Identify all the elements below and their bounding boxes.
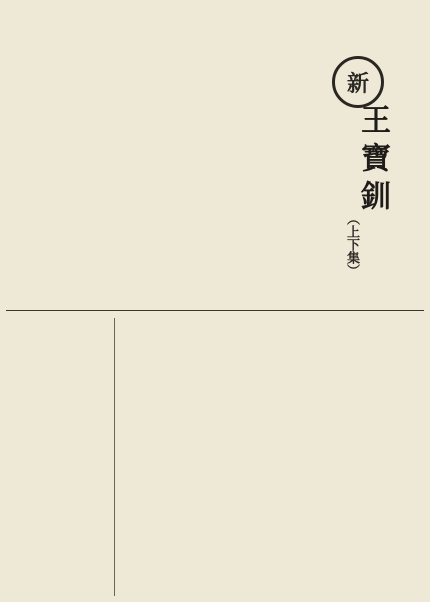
section-divider xyxy=(6,310,424,311)
column-divider xyxy=(114,318,115,596)
badge-char: 新 xyxy=(346,70,369,97)
main-article-body xyxy=(8,6,326,306)
new-badge-icon xyxy=(332,56,384,108)
article-title: 王寶釧 xyxy=(355,104,390,218)
bottom-list-block xyxy=(10,318,114,598)
article-subtitle: （上下集） xyxy=(344,212,359,277)
bottom-article-body xyxy=(118,318,422,598)
